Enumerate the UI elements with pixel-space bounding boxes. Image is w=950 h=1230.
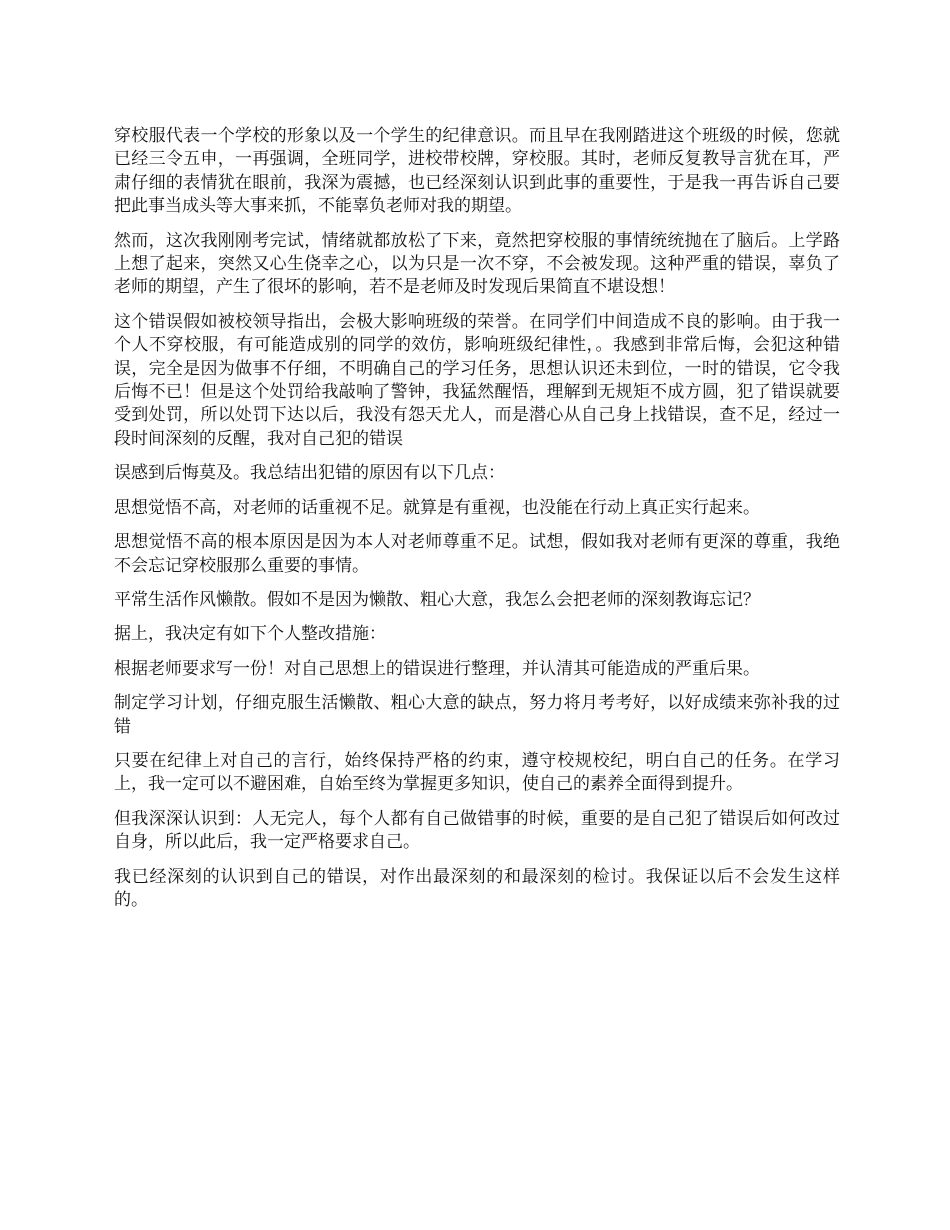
- paragraph-7: 平常生活作风懒散。假如不是因为懒散、粗心大意，我怎么会把老师的深刻教诲忘记？: [114, 589, 760, 610]
- paragraph-5: 思想觉悟不高，对老师的话重视不足。就算是有重视，也没能在行动上真正实行起来。: [114, 497, 760, 518]
- paragraph-11: 只要在纪律上对自己的言行，始终保持严格的约束，遵守校规校纪，明白自己的任务。在学习上，我一定可以不避困难，自始至终为掌握更多知识，使自己的素养全面得到提升。: [114, 750, 840, 795]
- paragraph-8: 据上，我决定有如下个人整改措施：: [114, 624, 386, 645]
- paragraph-10: 制定学习计划，仔细克服生活懒散、粗心大意的缺点，努力将月考考好，以好成绩来弥补我的过错: [114, 693, 840, 737]
- paragraph-4: 误感到后悔莫及。我总结出犯错的原因有以下几点：: [114, 463, 505, 484]
- paragraph-1: 穿校服代表一个学校的形象以及一个学生的纪律意识。而且早在我刚踏进这个班级的时候，您就已经三令五申，一再强调，全班同学，进校带校牌，穿校服。其时，老师反复教导言犹在耳，严肃仔细的表情犹在眼前，我深为震撼，也已经深刻认识到此事的重要性，于是我一再告诉自己要把此事当成头等大事来抓，不能辜负老师对我的期望。: [114, 126, 840, 217]
- paragraph-2: 然而，这次我刚刚考完试，情绪就都放松了下来，竟然把穿校服的事情统统抛在了脑后。上学路上想了起来，突然又心生侥幸之心，以为只是一次不穿，不会被发现。这种严重的错误，辜负了老师的期望，产生了很坏的影响，若不是老师及时发现后果简直不堪设想！: [114, 230, 840, 298]
- document-body: [114, 125, 840, 923]
- paragraph-9: 根据老师要求写一份！对自己思想上的错误进行整理，并认清其可能造成的严重后果。: [114, 658, 760, 679]
- paragraph-6: 思想觉悟不高的根本原因是因为本人对老师尊重不足。试想，假如我对老师有更深的尊重，我绝不会忘记穿校服那么重要的事情。: [114, 532, 840, 576]
- paragraph-13: 我已经深刻的认识到自己的错误，对作出最深刻的和最深刻的检讨。我保证以后不会发生这样的。: [114, 866, 840, 910]
- paragraph-3: 这个错误假如被校领导指出，会极大影响班级的荣誉。在同学们中间造成不良的影响。由于我一个人不穿校服，有可能造成别的同学的效仿，影响班级纪律性，。我感到非常后悔，会犯这种错误，完全是因为做事不仔细，不明确自己的学习任务，思想认识还未到位，一时的错误，它令我后悔不已！但是这个处罚给我敲响了警钟，我猛然醒悟，理解到无规矩不成方圆，犯了错误就要受到处罚，所以处罚下达以后，我没有怨天尤人，而是潜心从自己身上找错误，查不足，经过一段时间深刻的反醒，我对自己犯的错误: [114, 311, 840, 449]
- paragraph-12: 但我深深认识到：人无完人，每个人都有自己做错事的时候，重要的是自己犯了错误后如何改过自身，所以此后，我一定严格要求自己。: [114, 808, 840, 853]
